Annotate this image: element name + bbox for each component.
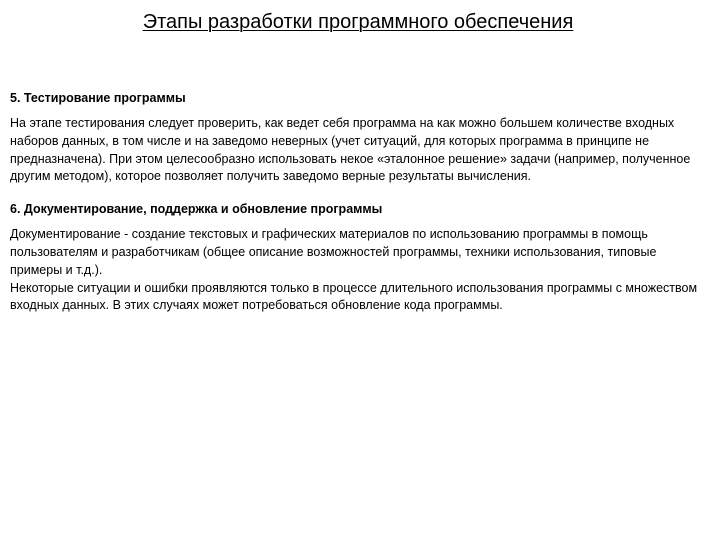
page-title: Этапы разработки программного обеспечения (142, 11, 574, 33)
section-paragraph: Некоторые ситуации и ошибки проявляются только в процессе длительного использования программы с множеством входных данных. В этих случаях может потребоваться обновление кода программы. (10, 280, 698, 313)
section-heading: 5. Тестирование программы (10, 91, 186, 105)
section-documentation (10, 201, 710, 315)
section-testing (10, 90, 710, 186)
section-paragraph: На этапе тестирования следует проверить, как ведет себя программа на как можно большем количестве входных наборов данных, в том числе и на заведомо неверных (учет ситуаций, для которых программа в принципе не предназначена). При этом целесообразно использовать некое «эталонное решение» задачи (например, полученное другим методом), которое позволяет получить заведомо верные результаты вычисления. (10, 116, 691, 184)
slide-content (10, 90, 710, 315)
section-heading: 6. Документирование, поддержка и обновление программы (10, 202, 383, 217)
section-spacer (10, 186, 710, 201)
section-paragraph: Документирование - создание текстовых и графических материалов по использованию программы в помощь пользователям и разработчикам (общее описание возможностей программы, техники использования, типовые примеры и т.д.). (10, 227, 657, 277)
